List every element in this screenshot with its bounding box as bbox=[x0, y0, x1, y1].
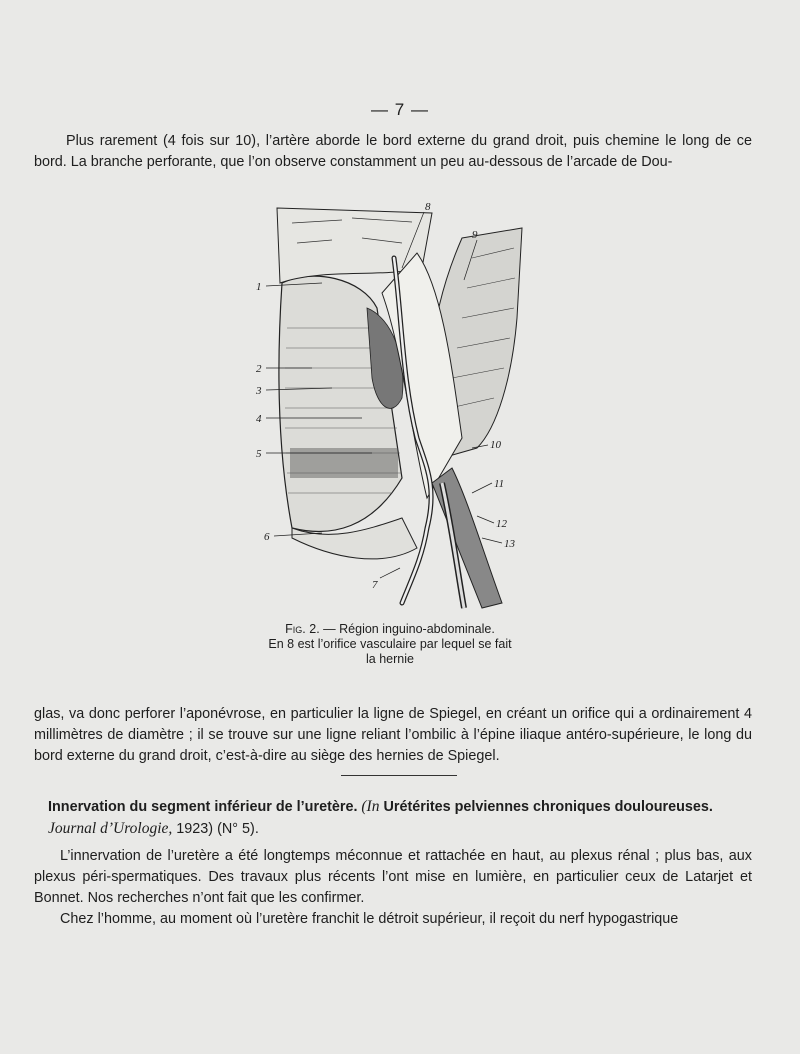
fig-label-10: 10 bbox=[490, 439, 501, 451]
section-year: 1923) (N° 5). bbox=[172, 821, 259, 837]
section-divider bbox=[341, 775, 457, 776]
fig-label-5: 5 bbox=[256, 448, 262, 460]
fig-label-2: 2 bbox=[256, 363, 262, 375]
section-paren: ( bbox=[357, 798, 367, 815]
anatomical-figure bbox=[252, 198, 534, 618]
fig-label-12: 12 bbox=[496, 518, 507, 530]
fig-label-4: 4 bbox=[256, 413, 262, 425]
fig-label-9: 9 bbox=[472, 229, 478, 241]
caption-line-2: En 8 est l’orifice vasculaire par lequel se fait bbox=[268, 637, 512, 651]
paragraph-3: L’innervation de l’uretère a été longtemps méconnue et rattachée en haut, au plexus rénal ; plus bas, aux plexus péri-spermatiques. Des travaux plus récents l’ont mise en lumière, en particulier ceux de Latarjet et Bonnet. Nos recherches n’ont fait que les confirmer. bbox=[34, 848, 752, 906]
figure-caption bbox=[232, 622, 548, 667]
fig-label-6: 6 bbox=[264, 531, 270, 543]
paragraph-2: glas, va donc perforer l’aponévrose, en particulier la ligne de Spiegel, en créant un orifice qui a ordinairement 4 millimètres de diamètre ; il se trouve sur une ligne reliant l’ombilic à l’épine iliaque antéro-supérieure, le long du bord externe du grand droit, c’est-à-dire au siège des hernies de Spiegel. bbox=[34, 706, 752, 764]
paragraph-1: Plus rarement (4 fois sur 10), l’artère aborde le bord externe du grand droit, puis chemine le long de ce bord. La branche perforante, que l’on observe constamment un peu au-dessous de l’arcade de Dou- bbox=[34, 133, 752, 170]
shaded-band bbox=[290, 448, 398, 478]
fig-label-1: 1 bbox=[256, 281, 262, 293]
section-in: In bbox=[366, 798, 380, 815]
caption-line-3: la hernie bbox=[366, 652, 414, 666]
fig-label-7: 7 bbox=[372, 579, 378, 591]
caption-title: — Région inguino-abdominale. bbox=[319, 622, 495, 636]
fig-label-11: 11 bbox=[494, 478, 505, 490]
fig-label-8: 8 bbox=[425, 201, 431, 213]
page-number: — 7 — bbox=[371, 100, 429, 119]
section-heading bbox=[48, 796, 752, 840]
fig-label-3: 3 bbox=[256, 385, 262, 397]
section-source: Urétérites pelviennes chroniques douloureuses. bbox=[379, 799, 713, 815]
paragraph-4: Chez l’homme, au moment où l’uretère franchit le détroit supérieur, il reçoit du nerf hypogastrique bbox=[60, 911, 679, 927]
section-title: Innervation du segment inférieur de l’uretère. bbox=[48, 799, 358, 815]
figure-illustration bbox=[252, 198, 534, 618]
section-journal: Journal d’Urologie, bbox=[48, 820, 173, 837]
fig-label-13: 13 bbox=[504, 538, 515, 550]
caption-fig-number: Fig. 2. bbox=[285, 622, 320, 636]
